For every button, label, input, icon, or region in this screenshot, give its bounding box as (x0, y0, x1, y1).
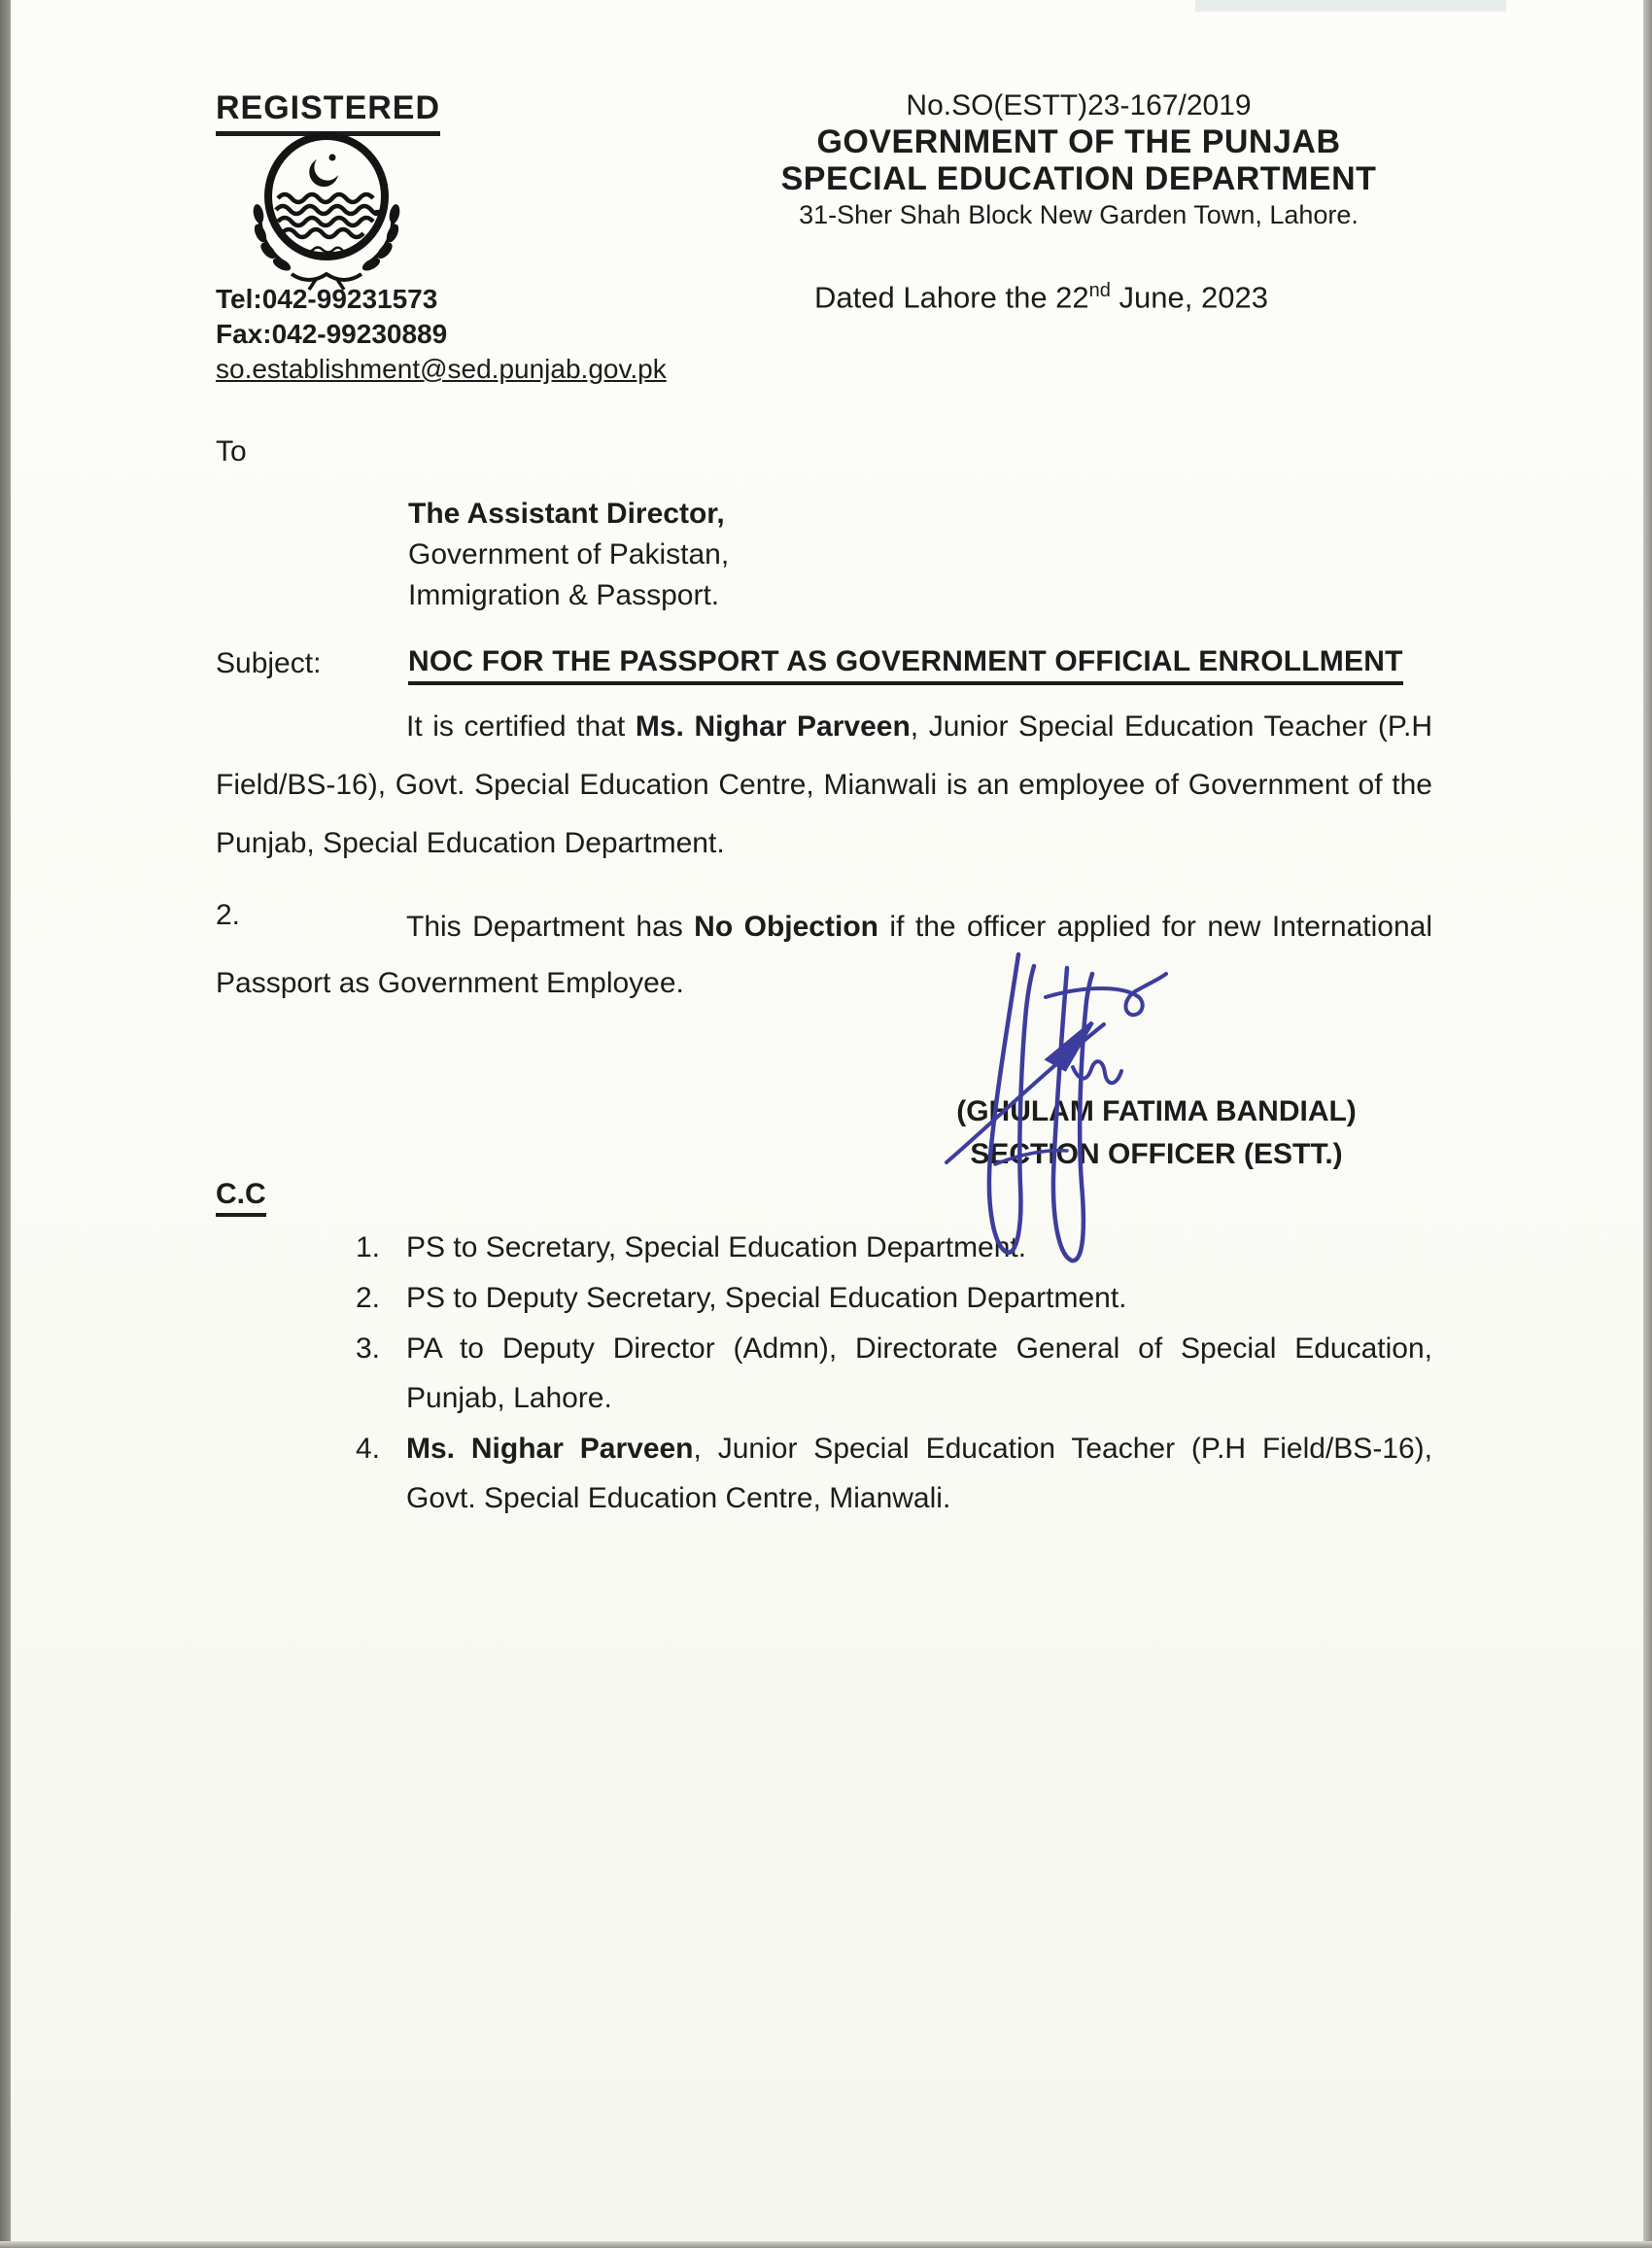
cc-item-number: 2. (356, 1282, 381, 1314)
scan-edge-left (0, 0, 11, 2248)
recipient-title: The Assistant Director, (408, 498, 725, 530)
registered-label: REGISTERED (216, 89, 440, 136)
cc-item-bold: Ms. Nighar Parveen (406, 1433, 694, 1465)
cc-list (356, 1223, 1432, 1524)
para2-text-end: if the officer applied for new International Passport as Government Employee. (216, 911, 1432, 999)
to-label: To (216, 435, 247, 467)
subject-title: NOC FOR THE PASSPORT AS GOVERNMENT OFFICIAL ENROLLMENT (408, 645, 1403, 685)
para2-text: This Department has (406, 911, 695, 943)
recipient-org: Government of Pakistan, (408, 538, 730, 571)
handwritten-signature (902, 941, 1184, 1276)
para2-no-objection: No Objection (694, 911, 878, 943)
cc-item-number: 4. (356, 1433, 381, 1465)
date-ordinal-suffix: nd (1088, 280, 1111, 301)
letterhead (739, 87, 1419, 232)
signatory-title: SECTION OFFICER (ESTT.) (970, 1138, 1343, 1170)
department-name: SPECIAL EDUCATION DEPARTMENT (780, 160, 1377, 197)
cc-item-rest: , Junior Special Education Teacher (P.H Field/BS-16), Govt. Special Education Centre, Mianwali. (406, 1433, 1433, 1514)
scan-edge-right (1643, 0, 1652, 2248)
reference-number: No.SO(ESTT)23-167/2019 (906, 89, 1252, 121)
punjab-government-crest-logo (231, 132, 422, 295)
date-text: Dated Lahore the 22 (814, 280, 1089, 315)
date-line (814, 280, 1268, 315)
para1-text-end: , Junior Special Education Teacher (P.H Field/BS-16), Govt. Special Education Centre, Mianwali is an employee of Government of the Punjab, Special Education Department. (216, 710, 1432, 859)
cc-item-number: 1. (356, 1231, 381, 1263)
cc-list-item (356, 1324, 1432, 1423)
cc-item-text (406, 1424, 1432, 1523)
recipient-address (408, 494, 729, 616)
signatory-name: (GHULAM FATIMA BANDIAL) (956, 1095, 1357, 1127)
recipient-dept: Immigration & Passport. (408, 579, 720, 611)
body-paragraph-2 (216, 899, 1432, 1012)
subject-label: Subject: (216, 647, 322, 679)
department-address: 31-Sher Shah Block New Garden Town, Lahore. (799, 200, 1359, 229)
government-name: GOVERNMENT OF THE PUNJAB (816, 123, 1341, 160)
email-address: so.establishment@sed.punjab.gov.pk (216, 354, 667, 384)
para1-text: It is certified that (406, 710, 636, 743)
cc-item-rest: PA to Deputy Director (Admn), Directorate General of Special Education, Punjab, Lahore. (406, 1332, 1432, 1414)
date-text-end: June, 2023 (1110, 280, 1268, 315)
cc-list-item (356, 1273, 1432, 1323)
body-paragraph-1 (216, 698, 1432, 873)
cc-list-item (356, 1223, 1432, 1272)
cc-item-text (406, 1324, 1432, 1423)
paragraph-number: 2. (216, 899, 241, 931)
fax-line: Fax:042-99230889 (216, 319, 448, 349)
cc-item-number: 3. (356, 1332, 381, 1365)
cc-item-rest: PS to Secretary, Special Education Department. (406, 1231, 1027, 1263)
contact-block (216, 282, 667, 387)
cc-item-rest: PS to Deputy Secretary, Special Education Department. (406, 1282, 1127, 1314)
scan-corner-tint (1195, 0, 1506, 12)
tel-line: Tel:042-99231573 (216, 284, 438, 314)
scan-edge-bottom (0, 2241, 1652, 2248)
para1-employee-name: Ms. Nighar Parveen (635, 710, 911, 743)
cc-item-text (406, 1273, 1432, 1323)
cc-label: C.C (216, 1178, 266, 1217)
cc-list-item (356, 1424, 1432, 1523)
